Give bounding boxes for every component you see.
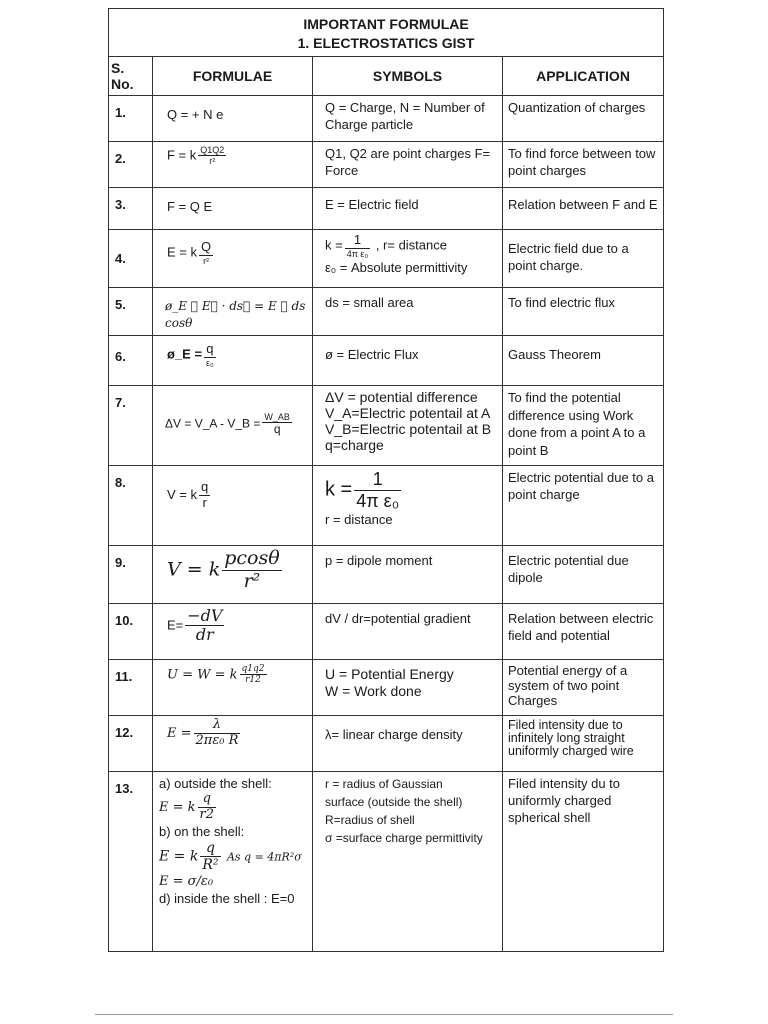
row-number: 9.: [109, 546, 153, 604]
symbols-cell: [313, 336, 503, 386]
application-cell: Electric field due to a point charge.: [503, 230, 664, 288]
symbol-line: r = distance: [325, 512, 393, 528]
symbol-k: k =: [325, 237, 343, 253]
fraction: [345, 233, 370, 259]
header-row: [109, 57, 664, 96]
fraction: [194, 718, 241, 749]
row-number: 11.: [109, 660, 153, 716]
fraction-numerator: −dV: [187, 606, 223, 625]
table-row: [109, 546, 664, 604]
formula-lhs: V = k: [167, 486, 197, 502]
formula-cell: [153, 660, 313, 716]
formula-lhs: E = k: [159, 848, 199, 865]
formula-sheet: [108, 8, 663, 952]
row-number: 1.: [109, 96, 153, 142]
table-row: [109, 716, 664, 772]
fraction-denominator: 4π ε₀: [356, 490, 400, 511]
formula-cell: [153, 288, 313, 336]
formula-text: ø_E ∮ E⃗ · ds⃗ = E ∮ ds cosθ: [165, 299, 306, 330]
fraction-denominator: dr: [195, 625, 214, 645]
table-row: [109, 288, 664, 336]
row-number: 13.: [109, 772, 153, 952]
row-number: 5.: [109, 288, 153, 336]
formula-table: [108, 8, 664, 952]
symbol-line: [325, 469, 497, 511]
formula-cell: [153, 142, 313, 188]
fraction: [198, 145, 226, 167]
symbol-line: Q = Charge, N = Number of: [325, 100, 485, 115]
application-cell: To find the potential difference using Work done from a point A to a point B: [503, 386, 664, 466]
fraction-numerator: q: [200, 840, 220, 857]
table-row: [109, 466, 664, 546]
fraction-numerator: 1: [354, 469, 401, 491]
application-cell: Quantization of charges: [503, 96, 664, 142]
row-number: 6.: [109, 336, 153, 386]
symbol-line: Force: [325, 163, 359, 178]
col-header-application: APPLICATION: [503, 57, 664, 96]
title-row: [109, 9, 664, 57]
symbol-line: ds = small area: [325, 295, 414, 310]
title-cell: [109, 9, 664, 57]
formula-cell: [153, 466, 313, 546]
application-cell: Potential energy of a system of two point Charges: [503, 660, 664, 716]
row-number: 8.: [109, 466, 153, 546]
symbols-cell: [313, 466, 503, 546]
fraction: [185, 607, 224, 645]
table-row: [109, 96, 664, 142]
formula-label: d) inside the shell : E=0: [159, 891, 295, 907]
symbol-line: W = Work done: [325, 683, 422, 699]
symbol-line: ΔV = potential difference: [325, 389, 478, 405]
formula-line: [159, 840, 307, 873]
symbol-line: surface (outside the shell): [325, 795, 463, 809]
symbols-cell: [313, 230, 503, 288]
table-row: [109, 336, 664, 386]
fraction-denominator: q: [273, 422, 281, 437]
page-subtitle: 1. ELECTROSTATICS GIST: [297, 35, 475, 51]
fraction-numerator: q: [204, 342, 216, 358]
application-cell: Filed intensity due to infinitely long straight uniformly charged wire: [503, 716, 664, 772]
fraction-numerator: pcosθ: [224, 547, 280, 569]
formula-text: F = Q E: [167, 199, 213, 214]
symbol-line: Q1, Q2 are point charges F=: [325, 146, 491, 161]
formula-cell: [153, 188, 313, 230]
application-cell: Electric potential due to a point charge: [503, 466, 664, 546]
formula-cell: [153, 716, 313, 772]
table-row: [109, 604, 664, 660]
application-cell: To find electric flux: [503, 288, 664, 336]
symbol-k: k =: [325, 478, 353, 501]
symbol-line: dV / dr=potential gradient: [325, 611, 471, 626]
symbol-line: V_B=Electric potentail at B: [325, 421, 492, 437]
fraction: [204, 342, 216, 368]
fraction-numerator: W_AB: [264, 412, 290, 422]
row-number: 7.: [109, 386, 153, 466]
fraction: [354, 469, 401, 511]
col-header-symbols: SYMBOLS: [313, 57, 503, 96]
fraction-numerator: Q: [201, 239, 212, 254]
symbols-cell: [313, 142, 503, 188]
fraction-denominator: ε₀: [206, 357, 214, 368]
symbol-line: R=radius of shell: [325, 813, 415, 827]
formula-lhs: F = k: [167, 147, 197, 163]
symbols-cell: [313, 96, 503, 142]
fraction-numerator: Q1Q2: [200, 145, 225, 155]
page-title: IMPORTANT FORMULAE: [303, 16, 469, 32]
symbol-line: U = Potential Energy: [325, 666, 454, 682]
table-row: [109, 188, 664, 230]
symbols-cell: [313, 546, 503, 604]
fraction-denominator: 4π ε₀: [346, 248, 369, 259]
symbols-cell: [313, 288, 503, 336]
table-row: [109, 230, 664, 288]
formula-lhs: E = k: [159, 799, 196, 815]
formula-lhs: E = k: [167, 244, 197, 260]
formula-rest: As q = 4πR²σ: [226, 850, 302, 864]
formula-cell: [153, 386, 313, 466]
col-header-sno: S. No.: [109, 57, 153, 96]
symbols-cell: [313, 386, 503, 466]
formula-lhs: ø_E =: [167, 346, 203, 362]
formula-label: a) outside the shell:: [159, 776, 272, 791]
formula-lhs: E =: [167, 725, 192, 741]
formula-text: Q = + N e: [167, 107, 224, 122]
fraction: [199, 480, 210, 511]
symbols-cell: [313, 604, 503, 660]
fraction-denominator: r²: [203, 255, 210, 266]
application-cell: Relation between electric field and potential: [503, 604, 664, 660]
formula-lhs: ΔV = V_A - V_B =: [165, 416, 261, 431]
fraction-numerator: q1q2: [241, 664, 265, 674]
fraction: [240, 664, 267, 686]
formula-line: E = σ/ε₀: [159, 874, 214, 890]
symbol-line: E = Electric field: [325, 197, 419, 212]
formula-cell: [153, 604, 313, 660]
fraction-numerator: q: [198, 792, 217, 808]
table-row: [109, 660, 664, 716]
row-number: 10.: [109, 604, 153, 660]
formula-cell: [153, 96, 313, 142]
formula-line: [159, 792, 307, 823]
application-cell: Filed intensity du to uniformly charged spherical shell: [503, 772, 664, 952]
table-row: [109, 386, 664, 466]
row-number: 3.: [109, 188, 153, 230]
fraction: [222, 548, 281, 593]
application-cell: Relation between F and E: [503, 188, 664, 230]
symbol-rest: , r= distance: [375, 237, 447, 253]
table-row: [109, 142, 664, 188]
fraction-denominator: r: [202, 494, 207, 510]
formula-lhs: V = k: [167, 558, 221, 581]
fraction-denominator: r²: [243, 569, 261, 592]
fraction: [262, 412, 292, 437]
table-row: [109, 772, 664, 952]
application-cell: Electric potential due dipole: [503, 546, 664, 604]
formula-cell: [153, 546, 313, 604]
row-number: 4.: [109, 230, 153, 288]
row-number: 2.: [109, 142, 153, 188]
symbol-line: σ =surface charge permittivity: [325, 831, 483, 845]
application-cell: Gauss Theorem: [503, 336, 664, 386]
formula-lhs: U = W = k: [167, 667, 238, 683]
fraction-numerator: λ: [194, 718, 241, 734]
symbol-line: [325, 233, 497, 259]
symbol-line: V_A=Electric potentail at A: [325, 405, 491, 421]
formula-label: b) on the shell:: [159, 823, 245, 839]
fraction-numerator: q: [201, 479, 209, 494]
formula-cell: [153, 230, 313, 288]
formula-cell: [153, 772, 313, 952]
fraction: [200, 840, 220, 873]
row-number: 12.: [109, 716, 153, 772]
symbols-cell: [313, 188, 503, 230]
formula-lhs: E=: [167, 617, 184, 633]
fraction-denominator: r12: [245, 675, 261, 686]
formula-cell: [153, 336, 313, 386]
fraction-denominator: R²: [202, 856, 219, 873]
symbols-cell: [313, 660, 503, 716]
fraction-denominator: r2: [199, 806, 215, 822]
col-header-formulae: FORMULAE: [153, 57, 313, 96]
symbol-line: r = radius of Gaussian: [325, 777, 443, 791]
symbol-line: λ= linear charge density: [325, 727, 463, 742]
symbol-line: p = dipole moment: [325, 553, 433, 568]
symbol-line: ø = Electric Flux: [325, 347, 419, 362]
fraction: [199, 240, 213, 266]
symbol-line: ε₀ = Absolute permittivity: [325, 260, 468, 276]
application-cell: To find force between tow point charges: [503, 142, 664, 188]
fraction: [198, 792, 217, 823]
symbol-line: Charge particle: [325, 117, 414, 132]
fraction-numerator: 1: [345, 233, 370, 249]
symbols-cell: [313, 716, 503, 772]
fraction-denominator: 2πε₀ R: [195, 732, 239, 748]
footer-divider: [95, 1014, 673, 1015]
fraction-denominator: r²: [209, 156, 216, 167]
symbols-cell: [313, 772, 503, 952]
symbol-line: q=charge: [325, 437, 384, 453]
